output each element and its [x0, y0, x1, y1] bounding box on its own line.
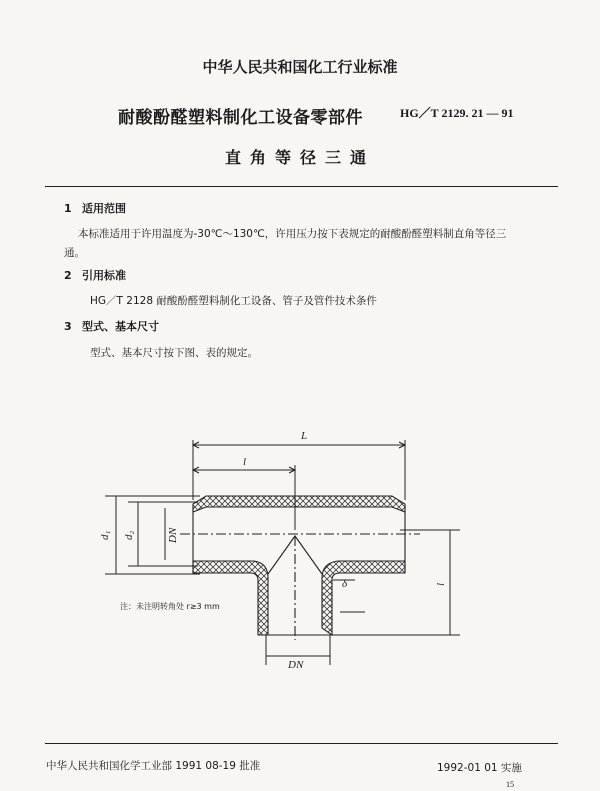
issuer-approval: 中华人民共和国化学工业部 1991 08-19 批准 — [46, 760, 261, 772]
label-DN-bottom: DN — [288, 659, 304, 671]
tee-left-wall — [193, 561, 268, 635]
tee-right-wall — [322, 561, 405, 635]
section-1-body-line2: 通。 — [64, 247, 85, 259]
section-1-title: 适用范围 — [82, 202, 126, 215]
section-2-title: 引用标准 — [82, 269, 126, 282]
section-3-body-line1: 型式、基本尺寸按下图、表的规定。 — [90, 347, 258, 359]
section-3-number: 3 — [64, 320, 72, 333]
standard-number: HG／T 2129. 21 — 91 — [400, 106, 514, 120]
label-d1: d₁ — [99, 530, 111, 540]
issuing-standard-header: 中华人民共和国化工行业标准 — [202, 58, 398, 76]
label-d2: d₂ — [123, 530, 135, 540]
run-pipe-top-wall — [193, 496, 405, 512]
footer-divider — [45, 743, 558, 744]
page-number: 15 — [506, 780, 514, 789]
document-subtitle: 直角等径三通 — [224, 148, 375, 167]
figure-note: 注：未注明转角处 r≥3 mm — [120, 602, 220, 611]
document-title: 耐酸酚醛塑料制化工设备零部件 — [118, 108, 363, 128]
label-L: L — [301, 430, 308, 442]
label-l-right: l — [435, 582, 447, 586]
label-DN-left: DN — [167, 527, 179, 543]
label-delta: δ — [342, 578, 348, 590]
section-3-title: 型式、基本尺寸 — [82, 320, 159, 333]
section-2-number: 2 — [64, 269, 72, 282]
section-1-number: 1 — [64, 202, 72, 215]
label-l-top: l — [243, 456, 247, 468]
section-2-body-line1: HG／T 2128 耐酸酚醛塑料制化工设备、管子及管件技术条件 — [90, 295, 377, 307]
section-1-body-line1: 本标准适用于许用温度为-30℃～130℃，许用压力按下表规定的耐酸酚醛塑料制直角等径三 — [78, 228, 507, 240]
effective-date: 1992-01 01 实施 — [437, 762, 522, 774]
